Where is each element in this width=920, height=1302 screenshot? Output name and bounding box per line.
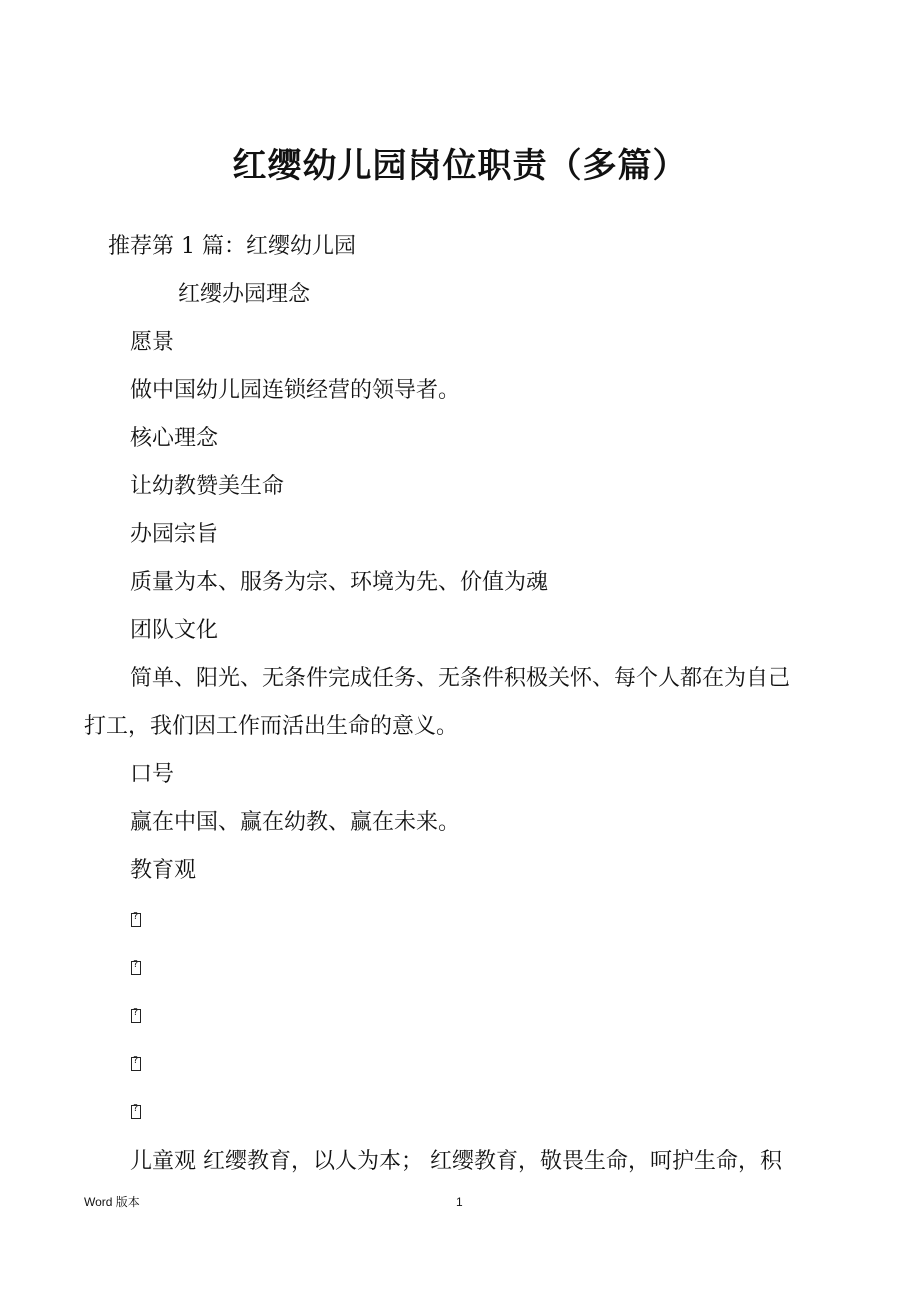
paragraph: 团队文化: [130, 618, 219, 643]
paragraph: 口号: [130, 762, 175, 787]
missing-glyph-icon: [131, 913, 141, 927]
paragraph: 办园宗旨: [130, 522, 219, 547]
paragraph: 简单、阳光、无条件完成任务、无条件积极关怀、每个人都在为自己: [130, 666, 791, 691]
paragraph: 赢在中国、赢在幼教、赢在未来。: [130, 810, 461, 835]
paragraph-continuation: 打工，我们因工作而活出生命的意义。: [84, 714, 459, 739]
paragraph: 质量为本、服务为宗、环境为先、价值为魂: [130, 570, 549, 595]
missing-glyph-icon: [131, 1105, 141, 1119]
paragraph: 核心理念: [130, 426, 219, 451]
section-heading: 红缨办园理念: [178, 282, 311, 307]
missing-glyph-icon: [131, 1057, 141, 1071]
paragraph: 儿童观 红缨教育，以人为本； 红缨教育，敬畏生命，呵护生命，积: [130, 1149, 782, 1174]
recommend-heading: 推荐第 1 篇：红缨幼儿园: [108, 234, 356, 259]
paragraph: 做中国幼儿园连锁经营的领导者。: [130, 378, 461, 403]
missing-glyph-icon: [131, 961, 141, 975]
page-number: 1: [456, 1195, 463, 1209]
footer-label: Word 版本: [84, 1195, 140, 1209]
missing-glyph-icon: [131, 1009, 141, 1023]
paragraph: 让幼教赞美生命: [130, 474, 285, 499]
paragraph: 教育观: [130, 858, 197, 883]
paragraph: 愿景: [130, 330, 175, 355]
document-title: 红缨幼儿园岗位职责（多篇）: [232, 146, 688, 186]
